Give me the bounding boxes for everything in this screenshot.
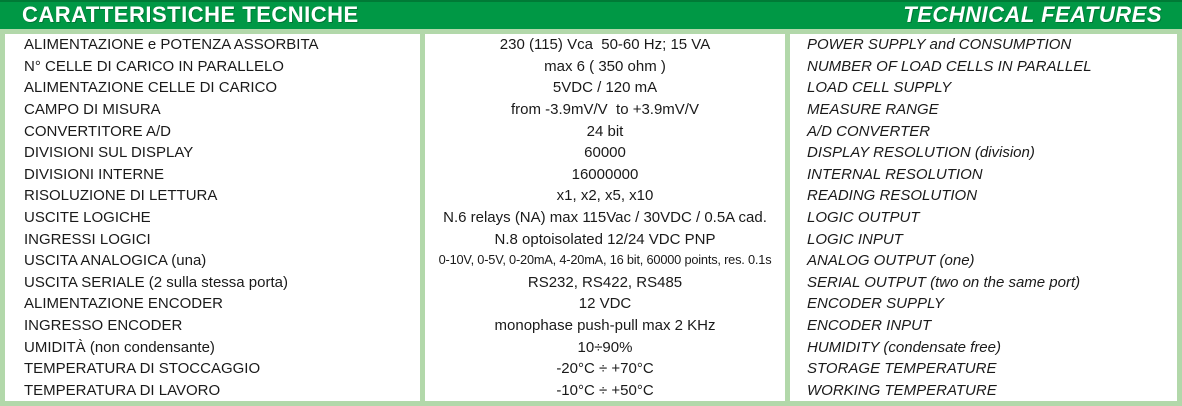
spec-label-italian: N° CELLE DI CARICO IN PARALLELO [5, 56, 420, 78]
spec-label-english: DISPLAY RESOLUTION (division) [790, 142, 1177, 164]
spec-label-italian: ALIMENTAZIONE e POTENZA ASSORBITA [5, 34, 420, 56]
spec-label-italian: CAMPO DI MISURA [5, 99, 420, 121]
spec-label-english: HUMIDITY (condensate free) [790, 336, 1177, 358]
spec-value: max 6 ( 350 ohm ) [425, 56, 785, 78]
header-title-english: TECHNICAL FEATURES [903, 1, 1162, 27]
spec-value: -20°C ÷ +70°C [425, 358, 785, 380]
spec-value: N.6 relays (NA) max 115Vac / 30VDC / 0.5A cad. [425, 207, 785, 229]
spec-label-italian: INGRESSI LOGICI [5, 228, 420, 250]
spec-label-italian: ALIMENTAZIONE CELLE DI CARICO [5, 77, 420, 99]
spec-label-english: A/D CONVERTER [790, 120, 1177, 142]
spec-label-english: LOAD CELL SUPPLY [790, 77, 1177, 99]
spec-value: 10÷90% [425, 336, 785, 358]
table-header [0, 0, 1182, 29]
spec-label-italian: TEMPERATURA DI STOCCAGGIO [5, 358, 420, 380]
spec-value: N.8 optoisolated 12/24 VDC PNP [425, 228, 785, 250]
spec-value: 16000000 [425, 164, 785, 186]
spec-label-italian: USCITE LOGICHE [5, 207, 420, 229]
spec-table [0, 29, 1182, 406]
spec-label-english: ENCODER SUPPLY [790, 293, 1177, 315]
header-title-italian: CARATTERISTICHE TECNICHE [22, 1, 359, 27]
spec-value: from -3.9mV/V to +3.9mV/V [425, 99, 785, 121]
spec-value: 12 VDC [425, 293, 785, 315]
spec-label-italian: CONVERTITORE A/D [5, 120, 420, 142]
spec-label-italian: DIVISIONI SUL DISPLAY [5, 142, 420, 164]
spec-value: monophase push-pull max 2 KHz [425, 315, 785, 337]
spec-label-english: ANALOG OUTPUT (one) [790, 250, 1177, 272]
spec-label-english: POWER SUPPLY and CONSUMPTION [790, 34, 1177, 56]
spec-label-english: NUMBER OF LOAD CELLS IN PARALLEL [790, 56, 1177, 78]
spec-value: 24 bit [425, 120, 785, 142]
spec-label-italian: UMIDITÀ (non condensante) [5, 336, 420, 358]
spec-value: RS232, RS422, RS485 [425, 271, 785, 293]
spec-label-english: STORAGE TEMPERATURE [790, 358, 1177, 380]
spec-label-italian: USCITA ANALOGICA (una) [5, 250, 420, 272]
spec-label-italian: DIVISIONI INTERNE [5, 164, 420, 186]
spec-label-italian: RISOLUZIONE DI LETTURA [5, 185, 420, 207]
spec-value: -10°C ÷ +50°C [425, 379, 785, 401]
spec-label-italian: TEMPERATURA DI LAVORO [5, 379, 420, 401]
spec-label-italian: USCITA SERIALE (2 sulla stessa porta) [5, 271, 420, 293]
spec-value: 60000 [425, 142, 785, 164]
spec-label-english: LOGIC INPUT [790, 228, 1177, 250]
spec-value: x1, x2, x5, x10 [425, 185, 785, 207]
spec-label-english: WORKING TEMPERATURE [790, 379, 1177, 401]
spec-label-english: ENCODER INPUT [790, 315, 1177, 337]
spec-label-italian: INGRESSO ENCODER [5, 315, 420, 337]
spec-label-english: LOGIC OUTPUT [790, 207, 1177, 229]
spec-value: 5VDC / 120 mA [425, 77, 785, 99]
spec-label-english: MEASURE RANGE [790, 99, 1177, 121]
spec-label-english: INTERNAL RESOLUTION [790, 164, 1177, 186]
spec-label-english: SERIAL OUTPUT (two on the same port) [790, 271, 1177, 293]
spec-value: 230 (115) Vca 50-60 Hz; 15 VA [425, 34, 785, 56]
spec-label-english: READING RESOLUTION [790, 185, 1177, 207]
spec-value: 0-10V, 0-5V, 0-20mA, 4-20mA, 16 bit, 60000 points, res. 0.1s [425, 250, 785, 272]
spec-label-italian: ALIMENTAZIONE ENCODER [5, 293, 420, 315]
